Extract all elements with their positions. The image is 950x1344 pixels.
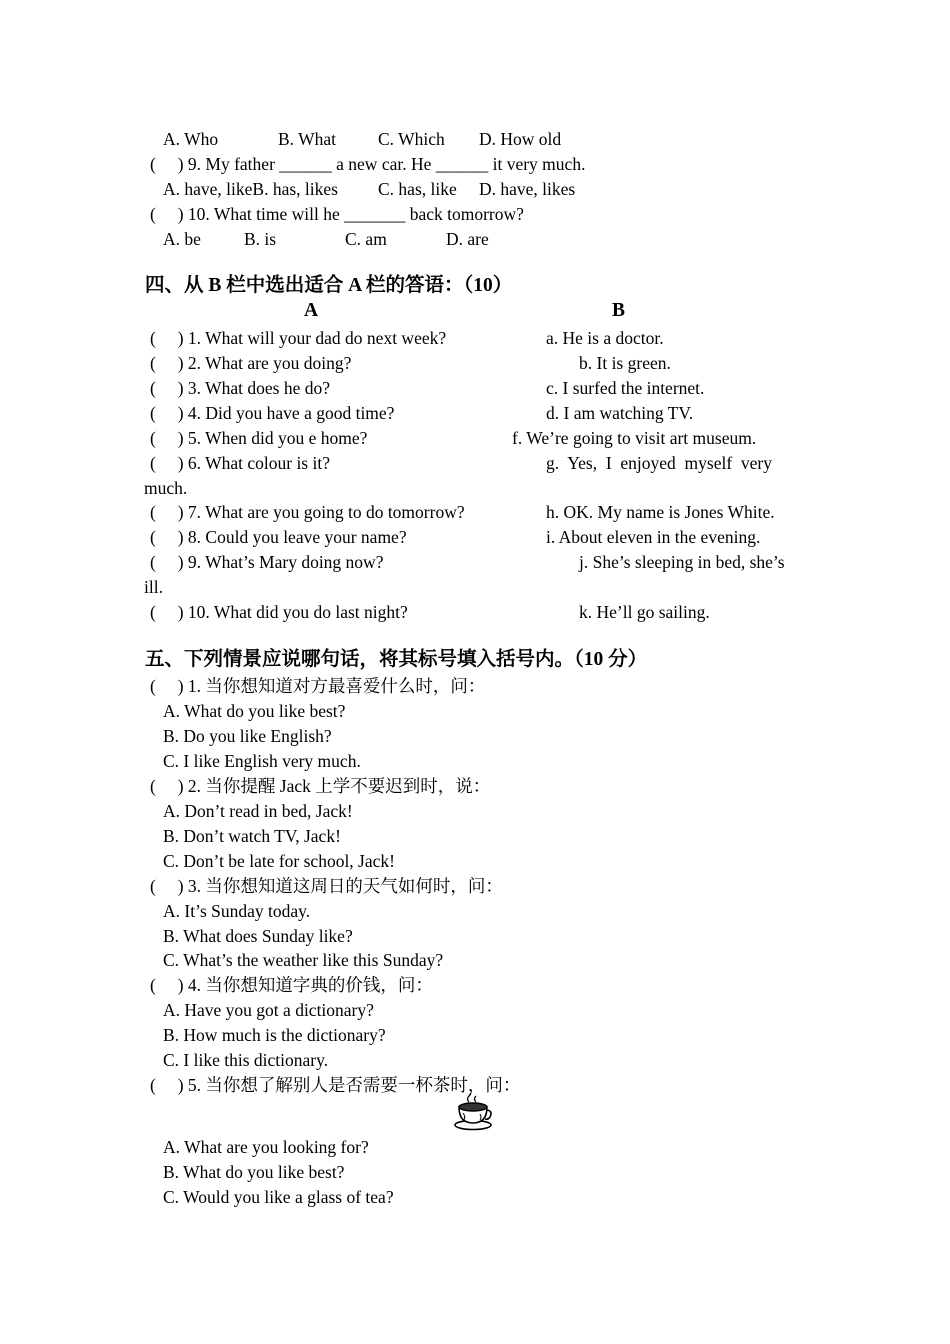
match-answer: g. Yes, I enjoyed myself very xyxy=(546,453,773,473)
situation-option: A. Have you got a dictionary? xyxy=(163,1000,374,1020)
column-a-header: A xyxy=(304,300,319,321)
situation-option: A. It’s Sunday today. xyxy=(163,901,311,921)
column-b-header: B xyxy=(612,300,626,321)
situation-option: A. What are you looking for? xyxy=(163,1137,369,1157)
match-question: ( ) 1. What will your dad do next week? xyxy=(150,328,447,348)
situation-option: C. I like English very much. xyxy=(163,751,361,771)
section-4-title: 四、从 B 栏中选出适合 A 栏的答语：（10） xyxy=(145,275,513,296)
q8-option-c: C. Which xyxy=(378,129,445,149)
situation-question: ( ) 2. 当你提醒 Jack 上学不要迟到时，说： xyxy=(150,776,491,796)
situation-option: C. Would you like a glass of tea? xyxy=(163,1187,394,1207)
match-question: ( ) 4. Did you have a good time? xyxy=(150,403,395,423)
match-answer: j. She’s sleeping in bed, she’s xyxy=(579,552,785,572)
match-answer: f. We’re going to visit art museum. xyxy=(512,428,757,448)
match-answer: i. About eleven in the evening. xyxy=(546,527,761,547)
match-answer: k. He’ll go sailing. xyxy=(579,602,710,622)
situation-option: A. What do you like best? xyxy=(163,701,346,721)
situation-question: ( ) 4. 当你想知道字典的价钱，问： xyxy=(150,975,433,995)
match-question: ( ) 7. What are you going to do tomorrow? xyxy=(150,502,465,522)
match-answer: c. I surfed the internet. xyxy=(546,378,705,398)
situation-option: C. What’s the weather like this Sunday? xyxy=(163,950,444,970)
situation-option: B. What does Sunday like? xyxy=(163,926,353,946)
situation-option: C. Don’t be late for school, Jack! xyxy=(163,851,395,871)
q8-option-d: D. How old xyxy=(479,129,562,149)
situation-option: C. I like this dictionary. xyxy=(163,1050,329,1070)
q10-option-c: C. am xyxy=(345,229,387,249)
situation-option: B. What do you like best? xyxy=(163,1162,345,1182)
situation-option: B. How much is the dictionary? xyxy=(163,1025,386,1045)
q9-option-ab: A. have, likeB. has, likes xyxy=(163,179,338,199)
q9-option-c: C. has, like xyxy=(378,179,457,199)
match-question: ( ) 5. When did you e home? xyxy=(150,428,368,448)
situation-option: B. Don’t watch TV, Jack! xyxy=(163,826,341,846)
situation-question: ( ) 3. 当你想知道这周日的天气如何时，问： xyxy=(150,876,503,896)
match-question: ( ) 6. What colour is it? xyxy=(150,453,330,473)
q10-option-a: A. be xyxy=(163,229,201,249)
section-5-title: 五、下列情景应说哪句话，将其标号填入括号内。（10 分） xyxy=(145,649,648,670)
situation-question: ( ) 5. 当你想了解别人是否需要一杯茶时，问： xyxy=(150,1075,521,1095)
match-question: ( ) 10. What did you do last night? xyxy=(150,602,408,622)
q10-option-d: D. are xyxy=(446,229,489,249)
match-question: ( ) 3. What does he do? xyxy=(150,378,330,398)
match-question: ( ) 8. Could you leave your name? xyxy=(150,527,407,547)
q10-option-b: B. is xyxy=(244,229,277,249)
situation-question: ( ) 1. 当你想知道对方最喜爱什么时，问： xyxy=(150,676,486,696)
situation-option: A. Don’t read in bed, Jack! xyxy=(163,801,353,821)
match-answer: h. OK. My name is Jones White. xyxy=(546,502,775,522)
q8-option-b: B. What xyxy=(278,129,337,149)
match-answer: a. He is a doctor. xyxy=(546,328,664,348)
match-question-continuation: ill. xyxy=(144,577,163,597)
match-question-continuation: much. xyxy=(144,478,188,498)
q8-option-a: A. Who xyxy=(163,129,219,149)
match-answer: d. I am watching TV. xyxy=(546,403,694,423)
question-10: ( ) 10. What time will he _______ back tomorrow? xyxy=(150,204,524,224)
question-9: ( ) 9. My father ______ a new car. He ______ it very much. xyxy=(150,154,586,174)
situation-option: B. Do you like English? xyxy=(163,726,332,746)
match-question: ( ) 2. What are you doing? xyxy=(150,353,352,373)
match-answer: b. It is green. xyxy=(579,353,671,373)
teacup-icon xyxy=(452,1093,494,1131)
q9-option-d: D. have, likes xyxy=(479,179,576,199)
match-question: ( ) 9. What’s Mary doing now? xyxy=(150,552,384,572)
